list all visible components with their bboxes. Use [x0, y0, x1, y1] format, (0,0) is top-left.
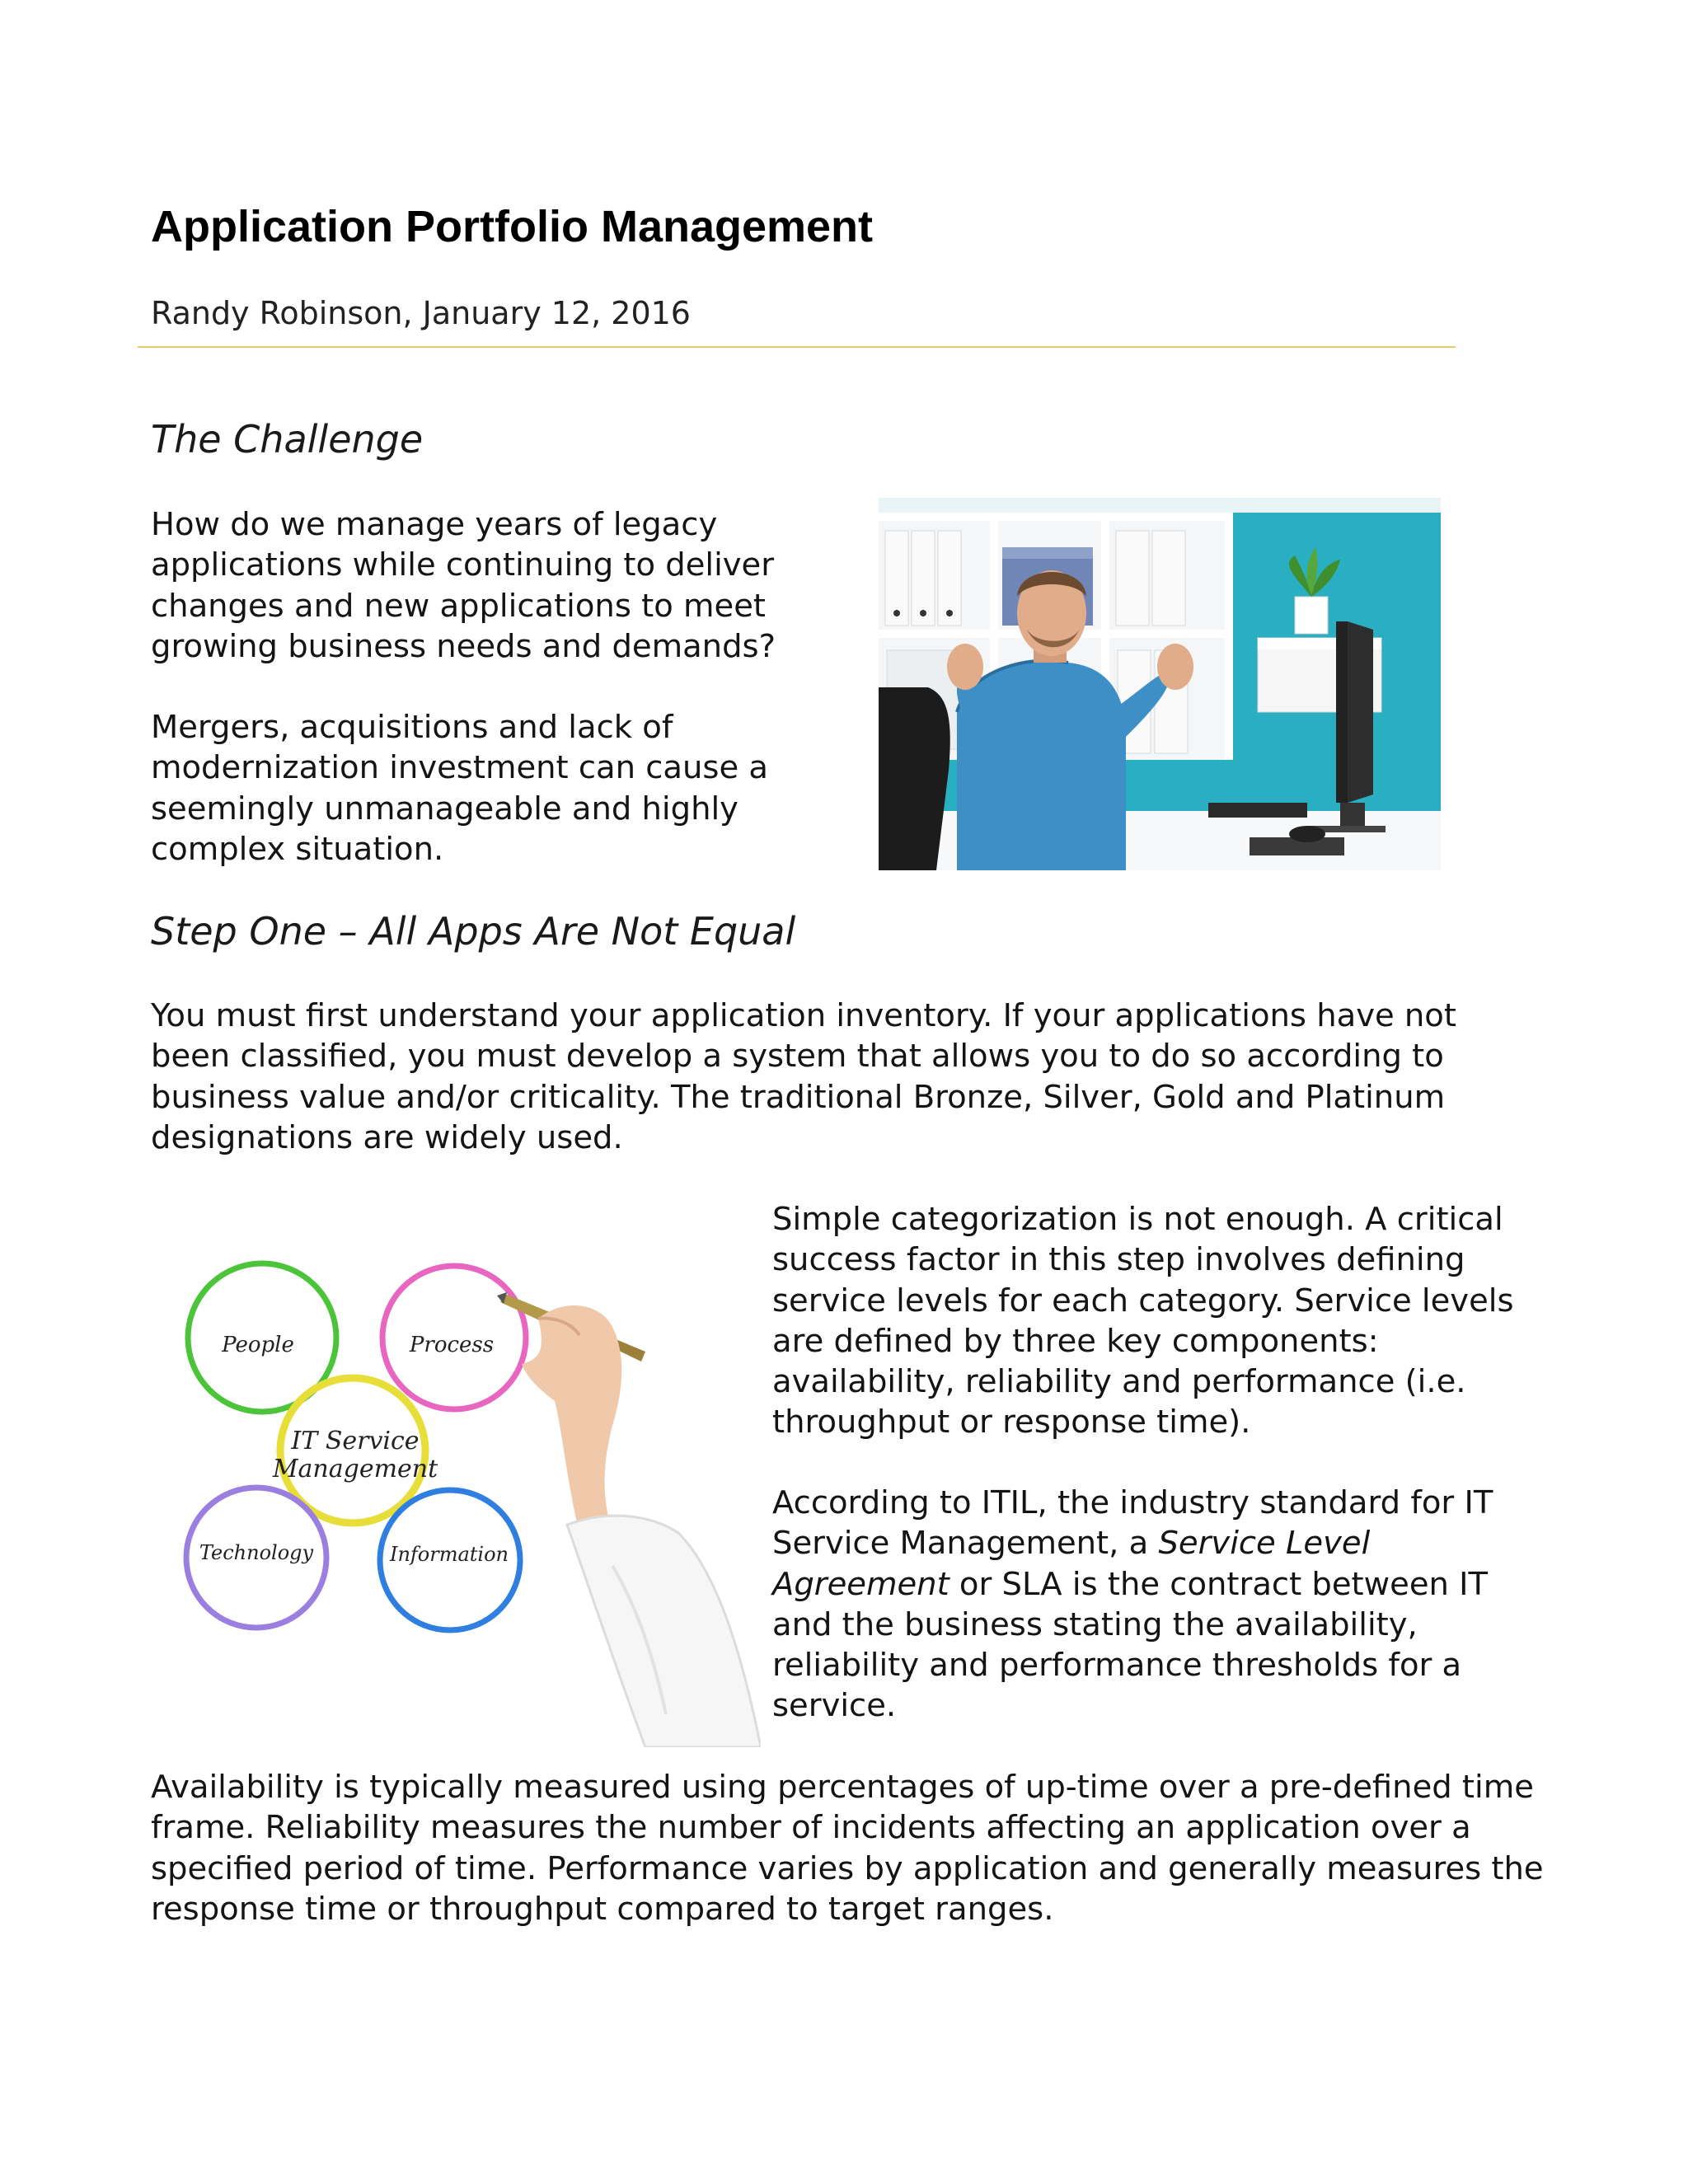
challenge-paragraph-2: Mergers, acquisitions and lack of modernization investment can cause a seemingly unmanageable and highly complex situation. — [151, 709, 769, 868]
challenge-paragraph-1: How do we manage years of legacy applications while continuing to deliver changes and new applications to meet growing business needs and demands? — [151, 506, 776, 665]
step-one-paragraph-4: Availability is typically measured using percentages of up-time over a pre-defined time frame. Reliability measures the number of incidents affecting an application over a specified period of time. Performance varies by application and generally measures the response time or throughput compared to target ranges. — [151, 1769, 1544, 1928]
it-service-management-diagram — [151, 1220, 761, 1747]
paragraph-3-text-b: or SLA is the contract between IT and the business stating the availability, reliability and performance thresholds for a service. — [772, 1565, 1489, 1725]
step-one-paragraph-1: You must first understand your application inventory. If your applications have not been classified, you must develop a system that allows you to do so according to business value and/or criticality. The traditional Bronze, Silver, Gold and Platinum designations are widely used. — [151, 997, 1456, 1156]
heading-step-one: Step One – All Apps Are Not Equal — [151, 909, 796, 954]
circle-label-process: Process — [409, 1333, 495, 1357]
sla-term: Service Level Agreement — [772, 1525, 1371, 1603]
step-one-paragraph-2: Simple categorization is not enough. A critical success factor in this step involves defining service levels for each category. Service levels are defined by three key components: availability, reliability and performance (i.e. throughput or response time). — [772, 1201, 1514, 1441]
center-label-line1: IT Service — [291, 1427, 420, 1455]
frustrated-man-photo — [879, 498, 1441, 870]
center-label-line2: Management — [272, 1455, 438, 1483]
document-title: Application Portfolio Management — [151, 202, 874, 251]
author-date: Randy Robinson, January 12, 2016 — [151, 295, 691, 331]
paragraph-3-text-a: According to ITIL, the industry standard for IT Service Management, a — [772, 1484, 1493, 1563]
circle-label-people: People — [222, 1333, 294, 1357]
title-divider — [138, 346, 1456, 348]
heading-challenge: The Challenge — [151, 417, 424, 462]
circle-label-information: Information — [389, 1543, 509, 1566]
step-one-paragraph-3 — [772, 1483, 1539, 1727]
circle-label-technology: Technology — [199, 1541, 314, 1564]
